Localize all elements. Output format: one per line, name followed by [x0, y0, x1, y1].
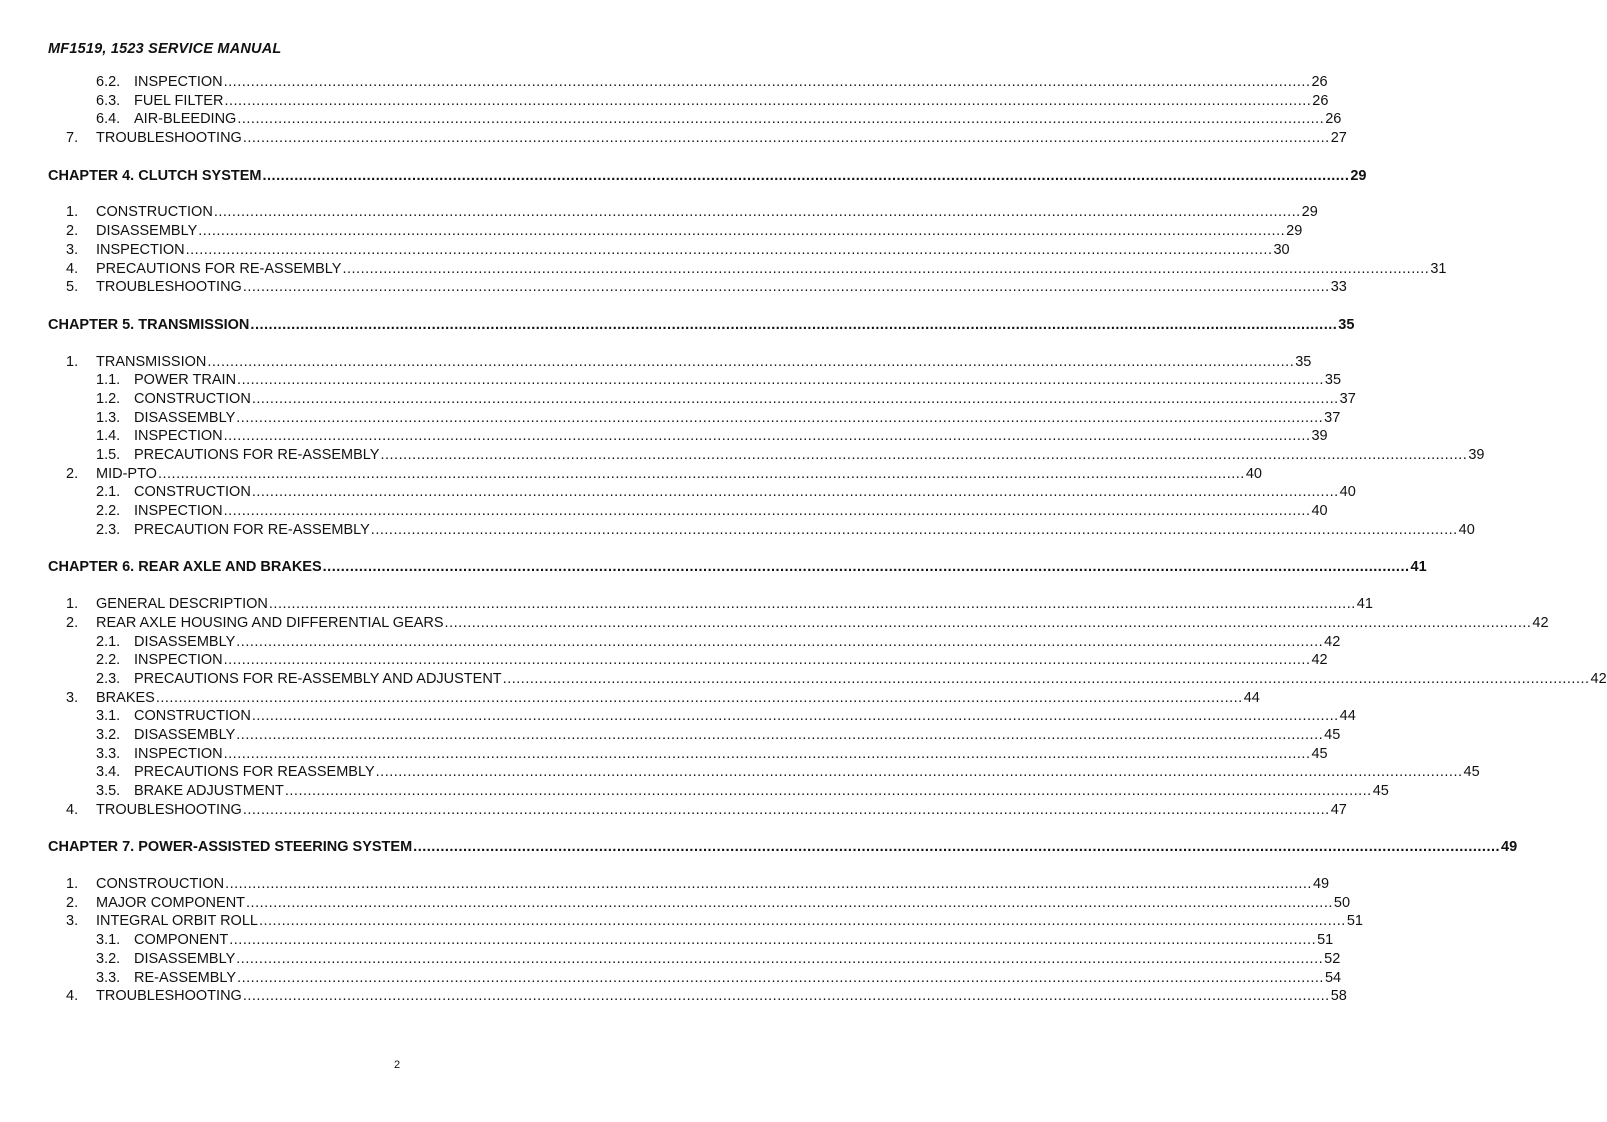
toc-entry [48, 260, 1447, 279]
dot-leader: ................................................................................................................................................................................................................................................ [342, 260, 1430, 277]
toc-entry [48, 651, 1328, 670]
toc-entry-title: POWER TRAIN [134, 372, 237, 389]
toc-entry-title: DISASSEMBLY [134, 409, 236, 426]
toc-entry-number: 3.3. [96, 969, 121, 986]
toc-entry-number: 2.1. [96, 633, 121, 650]
toc-entry-title: INSPECTION [134, 652, 223, 669]
dot-leader: ................................................................................................................................................................................................................................................ [237, 372, 1324, 389]
toc-entry-page: 35 [1324, 372, 1342, 389]
toc-entry-page: 40 [1339, 484, 1356, 501]
toc-entry-page: 42 [1311, 652, 1328, 669]
toc-entry-page: 26 [1311, 74, 1328, 90]
toc-entry-title: PRECAUTION FOR RE-ASSEMBLY [134, 521, 370, 538]
dot-leader: ................................................................................................................................................................................................................................................ [236, 726, 1324, 743]
toc-entry-number: 5. [66, 279, 79, 296]
toc-entry-number: 4. [66, 260, 79, 277]
toc-entry-number: 2.3. [96, 670, 121, 687]
toc-entry-title: DISASSEMBLY [96, 223, 198, 240]
toc-entry-number: 2.3. [96, 521, 121, 538]
toc-entry-page: 26 [1325, 111, 1342, 128]
toc-entry-title: PRECAUTIONS FOR RE-ASSEMBLY [96, 260, 342, 277]
toc-entry [48, 483, 1356, 502]
dot-leader: ................................................................................................................................................................................................................................................ [251, 390, 1339, 407]
toc-entry-page: 37 [1324, 409, 1341, 426]
dot-leader: ................................................................................................................................................................................................................................................ [258, 913, 1346, 930]
toc-entry [48, 390, 1356, 409]
dot-leader: ................................................................................................................................................................................................................................................ [444, 614, 1532, 631]
toc-entry [48, 465, 1262, 484]
toc-entry-page: 45 [1463, 764, 1480, 781]
toc-entry-page: 54 [1324, 969, 1342, 986]
toc-entry [48, 353, 1312, 372]
dot-leader: ................................................................................................................................................................................................................................................ [502, 670, 1590, 687]
toc-entry-page: 49 [1312, 876, 1330, 893]
dot-leader: ................................................................................................................................................................................................................................................ [370, 521, 1458, 538]
toc-entry-number: 1. [66, 596, 79, 613]
dot-leader: ................................................................................................................................................................................................................................................ [237, 969, 1324, 986]
toc-entry-page: 41 [1356, 596, 1373, 613]
toc-entry-title: AIR-BLEEDING [134, 111, 237, 128]
toc-entry-title: BRAKE ADJUSTMENT [134, 783, 284, 799]
dot-leader: ................................................................................................................................................................................................................................................ [185, 241, 1273, 258]
dot-leader: ................................................................................................................................................................................................................................................ [242, 801, 1330, 818]
toc-entry-title: CONSTRUCTION [134, 708, 251, 725]
toc-entry-title: CONSTROUCTION [96, 876, 225, 893]
toc-entry-page: 44 [1339, 708, 1356, 725]
toc-entry-title: TROUBLESHOOTING [96, 988, 242, 1005]
toc-entry-page: 45 [1372, 783, 1389, 799]
toc-entry-page: 29 [1350, 167, 1367, 184]
toc-entry [48, 595, 1373, 614]
toc-entry [48, 763, 1480, 782]
toc-entry-page: 45 [1311, 745, 1328, 762]
chapter-heading [48, 838, 1518, 857]
dot-leader: ................................................................................................................................................................................................................................................ [413, 839, 1501, 856]
toc-entry-title: INTEGRAL ORBIT ROLL [96, 913, 258, 930]
toc-entry-number: 1.4. [96, 428, 121, 445]
dot-leader: ................................................................................................................................................................................................................................................ [223, 74, 1311, 90]
dot-leader: ................................................................................................................................................................................................................................................ [198, 223, 1286, 240]
toc-entry-page: 52 [1324, 950, 1341, 967]
toc-entry-number: 2.2. [96, 652, 121, 669]
toc-entry [48, 203, 1318, 222]
toc-entry [48, 633, 1341, 652]
toc-entry [48, 801, 1347, 820]
toc-entry-number: 3. [66, 241, 79, 258]
toc-entry [48, 782, 1389, 801]
toc-entry-title: BRAKES [96, 689, 155, 706]
toc-entry-number: 4. [66, 801, 79, 818]
chapter-heading [48, 167, 1367, 186]
toc-entry-title: INSPECTION [134, 428, 223, 445]
toc-entry-number: 6.3. [96, 92, 121, 109]
toc-entry-number: 6.2. [96, 74, 121, 90]
toc-entry [48, 446, 1485, 465]
toc-entry-number: 3. [66, 913, 79, 930]
toc-entry-page: 29 [1286, 223, 1303, 240]
toc-entry-page: 26 [1312, 92, 1329, 109]
toc-entry-page: 42 [1590, 670, 1607, 687]
toc-entry-page: 31 [1430, 260, 1447, 277]
toc-entry-page: 29 [1301, 204, 1318, 221]
toc-entry-page: 27 [1330, 130, 1347, 147]
toc-entry-number: 3.2. [96, 726, 121, 743]
toc-entry-title: CONSTRUCTION [134, 390, 251, 407]
toc-entry-page: 45 [1324, 726, 1341, 743]
dot-leader: ................................................................................................................................................................................................................................................ [213, 204, 1301, 221]
dot-leader: ................................................................................................................................................................................................................................................ [236, 633, 1324, 650]
toc-entry-title: PRECAUTIONS FOR RE-ASSEMBLY AND ADJUSTENT [134, 670, 502, 687]
toc-entry-number: 1. [66, 204, 79, 221]
toc-entry [48, 241, 1290, 260]
toc-entry-title: CHAPTER 6. REAR AXLE AND BRAKES [48, 559, 322, 576]
toc-entry-page: 35 [1295, 353, 1312, 370]
dot-leader: ................................................................................................................................................................................................................................................ [268, 596, 1356, 613]
toc-entry [48, 950, 1341, 969]
dot-leader: ................................................................................................................................................................................................................................................ [223, 428, 1311, 445]
toc-entry-number: 2.1. [96, 484, 121, 501]
toc-entry-number: 1.2. [96, 390, 121, 407]
toc-entry-number: 2.2. [96, 503, 121, 520]
toc-entry-page: 40 [1458, 521, 1475, 538]
dot-leader: ................................................................................................................................................................................................................................................ [207, 353, 1295, 370]
toc-entry-number: 6.4. [96, 111, 121, 128]
dot-leader: ................................................................................................................................................................................................................................................ [225, 876, 1312, 893]
chapter-heading [48, 316, 1355, 335]
dot-leader: ................................................................................................................................................................................................................................................ [246, 894, 1333, 911]
toc-entry-title: CHAPTER 4. CLUTCH SYSTEM [48, 167, 262, 184]
page-number: 2 [393, 1059, 401, 1071]
toc-entry [48, 931, 1334, 950]
toc-entry-page: 39 [1311, 428, 1328, 445]
toc-entry-title: REAR AXLE HOUSING AND DIFFERENTIAL GEARS [96, 614, 444, 631]
dot-leader: ................................................................................................................................................................................................................................................ [223, 503, 1311, 520]
toc-entry-number: 3.5. [96, 783, 121, 799]
toc-entry [48, 726, 1341, 745]
toc-entry-title: INSPECTION [96, 241, 185, 258]
toc-entry [48, 129, 1347, 148]
toc-entry [48, 409, 1341, 428]
toc-entry-number: 2. [66, 465, 79, 482]
toc-entry-number: 3. [66, 689, 79, 706]
toc-entry-number: 1.1. [96, 372, 121, 389]
toc-entry [48, 110, 1342, 129]
toc-entry [48, 912, 1363, 931]
dot-leader: ................................................................................................................................................................................................................................................ [223, 745, 1311, 762]
toc-entry-page: 40 [1311, 503, 1328, 520]
toc-entry-title: FUEL FILTER [134, 92, 224, 109]
toc-entry-title: INSPECTION [134, 74, 223, 90]
toc-entry-title: MAJOR COMPONENT [96, 894, 246, 911]
toc-entry-page: 37 [1339, 390, 1356, 407]
toc-entry-title: CHAPTER 7. POWER-ASSISTED STEERING SYSTEM [48, 839, 413, 856]
toc-entry-number: 3.1. [96, 932, 121, 949]
toc-entry [48, 969, 1342, 988]
toc-entry [48, 745, 1328, 764]
dot-leader: ................................................................................................................................................................................................................................................ [251, 708, 1339, 725]
toc-entry [48, 222, 1303, 241]
dot-leader: ................................................................................................................................................................................................................................................ [322, 559, 1410, 576]
toc-entry-page: 35 [1338, 316, 1355, 333]
dot-leader: ................................................................................................................................................................................................................................................ [157, 465, 1245, 482]
dot-leader: ................................................................................................................................................................................................................................................ [224, 92, 1312, 109]
toc-entry [48, 894, 1351, 913]
toc-entry-page: 47 [1330, 801, 1347, 818]
toc-entry [48, 502, 1328, 521]
toc-entry-title: CHAPTER 5. TRANSMISSION [48, 316, 250, 333]
dot-leader: ................................................................................................................................................................................................................................................ [237, 111, 1325, 128]
toc-entry-page: 50 [1333, 894, 1351, 911]
toc-entry [48, 875, 1330, 894]
toc-entry-number: 3.2. [96, 950, 121, 967]
toc-entry [48, 521, 1475, 540]
toc-entry-page: 41 [1410, 559, 1427, 576]
toc-entry-title: RE-ASSEMBLY [134, 969, 237, 986]
toc-entry-number: 4. [66, 988, 79, 1005]
toc-entry-number: 7. [66, 130, 79, 147]
dot-leader: ................................................................................................................................................................................................................................................ [236, 409, 1324, 426]
dot-leader: ................................................................................................................................................................................................................................................ [155, 689, 1243, 706]
chapter-heading [48, 558, 1427, 577]
toc-entry [48, 278, 1347, 297]
dot-leader: ................................................................................................................................................................................................................................................ [284, 783, 1372, 799]
toc-entry-number: 1. [66, 876, 79, 893]
toc-entry-title: TRANSMISSION [96, 353, 207, 370]
toc-entry-page: 42 [1532, 614, 1549, 631]
dot-leader: ................................................................................................................................................................................................................................................ [380, 447, 1468, 463]
toc-entry-number: 1.3. [96, 409, 121, 426]
toc-entry-page: 42 [1324, 633, 1341, 650]
toc-entry-number: 3.3. [96, 745, 121, 762]
toc-entry-number: 1. [66, 353, 79, 370]
toc-entry-title: PRECAUTIONS FOR RE-ASSEMBLY [134, 447, 380, 463]
toc-entry-number: 1.5. [96, 447, 121, 463]
dot-leader: ................................................................................................................................................................................................................................................ [375, 764, 1463, 781]
toc-entry-title: MID-PTO [96, 465, 157, 482]
toc-entry [48, 614, 1549, 633]
toc-entry-title: DISASSEMBLY [134, 950, 236, 967]
toc-entry-number: 3.4. [96, 764, 121, 781]
toc-entry [48, 92, 1329, 111]
dot-leader: ................................................................................................................................................................................................................................................ [262, 167, 1350, 184]
dot-leader: ................................................................................................................................................................................................................................................ [223, 652, 1311, 669]
dot-leader: ................................................................................................................................................................................................................................................ [236, 950, 1324, 967]
toc-entry-page: 44 [1243, 689, 1260, 706]
toc-entry-title: INSPECTION [134, 745, 223, 762]
toc-entry-number: 2. [66, 223, 79, 240]
dot-leader: ................................................................................................................................................................................................................................................ [242, 130, 1330, 147]
toc-entry-title: GENERAL DESCRIPTION [96, 596, 268, 613]
toc-entry-title: INSPECTION [134, 503, 223, 520]
table-of-contents [48, 73, 1607, 1006]
toc-entry-page: 39 [1468, 447, 1485, 463]
toc-entry-number: 3.1. [96, 708, 121, 725]
toc-entry-title: CONSTRUCTION [134, 484, 251, 501]
toc-entry-number: 2. [66, 614, 79, 631]
toc-entry [48, 987, 1347, 1006]
toc-entry-title: DISASSEMBLY [134, 633, 236, 650]
toc-entry [48, 427, 1328, 446]
toc-entry [48, 689, 1260, 708]
dot-leader: ................................................................................................................................................................................................................................................ [250, 316, 1338, 333]
toc-entry-title: PRECAUTIONS FOR REASSEMBLY [134, 764, 375, 781]
toc-entry-page: 49 [1501, 839, 1518, 856]
toc-entry-title: TROUBLESHOOTING [96, 801, 242, 818]
toc-entry-page: 33 [1330, 279, 1347, 296]
toc-entry-page: 30 [1273, 241, 1290, 258]
dot-leader: ................................................................................................................................................................................................................................................ [229, 932, 1317, 949]
toc-entry [48, 707, 1356, 726]
toc-entry-title: CONSTRUCTION [96, 204, 213, 221]
toc-entry-page: 51 [1317, 932, 1334, 949]
dot-leader: ................................................................................................................................................................................................................................................ [242, 988, 1330, 1005]
toc-entry-page: 40 [1245, 465, 1262, 482]
manual-header: MF1519, 1523 SERVICE MANUAL [48, 41, 282, 57]
toc-entry-title: TROUBLESHOOTING [96, 279, 242, 296]
toc-entry-title: TROUBLESHOOTING [96, 130, 242, 147]
toc-entry-title: DISASSEMBLY [134, 726, 236, 743]
toc-entry [48, 371, 1342, 390]
toc-entry-page: 51 [1346, 913, 1363, 930]
dot-leader: ................................................................................................................................................................................................................................................ [242, 279, 1330, 296]
toc-entry [48, 73, 1328, 92]
toc-entry [48, 670, 1607, 689]
toc-entry-title: COMPONENT [134, 932, 229, 949]
toc-entry-number: 2. [66, 894, 79, 911]
dot-leader: ................................................................................................................................................................................................................................................ [251, 484, 1339, 501]
toc-entry-page: 58 [1330, 988, 1347, 1005]
